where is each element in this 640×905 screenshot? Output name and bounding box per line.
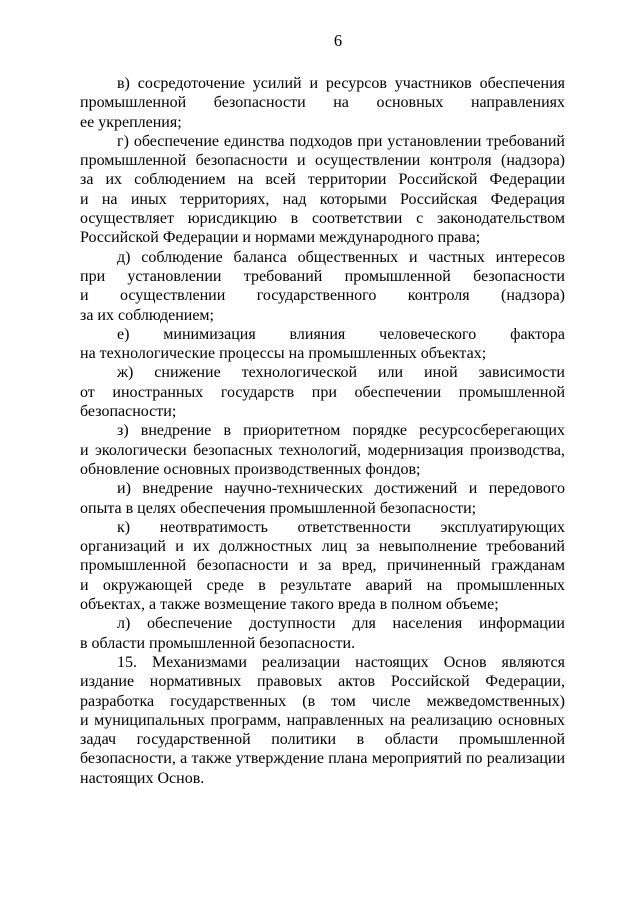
text-line: з) внедрение в приоритетном порядке ресурсосберегающих	[117, 422, 565, 440]
text-line: от иностранных государств при обеспечении промышленной	[80, 383, 565, 401]
text-line: л) обеспечение доступности для населения информации	[117, 615, 565, 633]
text-line: настоящих Основ.	[80, 769, 205, 787]
paragraph-5	[80, 363, 565, 421]
paragraph-2	[80, 132, 565, 248]
text-line: и) внедрение научно-технических достижений и передового	[117, 480, 565, 498]
text-line: за их соблюдением на всей территории Российской Федерации	[80, 171, 565, 189]
paragraph-8	[80, 518, 565, 614]
text-line: е) минимизация влияния человеческого фактора	[117, 325, 565, 343]
text-line: промышленной безопасности и осуществлении контроля (надзора)	[80, 152, 565, 170]
text-line: 15. Механизмами реализации настоящих Основ являются	[117, 653, 565, 671]
text-line: в) сосредоточение усилий и ресурсов участников обеспечения	[117, 75, 565, 92]
text-line: опыта в целях обеспечения промышленной безопасности;	[80, 499, 477, 517]
text-line: ее укрепления;	[80, 113, 182, 131]
paragraph-1	[80, 74, 565, 132]
paragraph-9	[80, 614, 565, 653]
text-line: безопасности;	[80, 403, 177, 421]
text-line: организаций и их должностных лиц за невыполнение требований	[80, 538, 565, 556]
paragraph-4	[80, 325, 565, 364]
text-line: д) соблюдение баланса общественных и частных интересов	[117, 248, 565, 266]
paragraph-3	[80, 248, 565, 325]
text-line: и экологически безопасных технологий, модернизация производства,	[80, 441, 565, 459]
text-line: промышленной безопасности на основных направлениях	[80, 94, 565, 112]
text-line: задач государственной политики в области промышленной	[80, 731, 565, 749]
text-line: разработка государственных (в том числе межведомственных)	[80, 692, 565, 710]
text-line: г) обеспечение единства подходов при установлении требований	[117, 132, 565, 150]
page-number: 6	[333, 31, 343, 50]
text-line: в области промышленной безопасности.	[80, 634, 356, 652]
paragraph-7	[80, 479, 565, 518]
text-line: безопасности, а также утверждение плана мероприятий по реализации	[80, 750, 565, 768]
paragraph-6	[80, 421, 565, 479]
text-line: издание нормативных правовых актов Российской Федерации,	[80, 673, 565, 691]
text-line: ж) снижение технологической или иной зависимости	[117, 364, 565, 382]
text-line: и окружающей среде в результате аварий на промышленных	[80, 576, 565, 594]
text-line: при установлении требований промышленной безопасности	[80, 267, 565, 285]
text-line: к) неотвратимость ответственности эксплуатирующих	[117, 518, 565, 536]
text-line: Российской Федерации и нормами международного права;	[80, 229, 481, 247]
text-line: и на иных территориях, над которыми Российская Федерация	[80, 190, 565, 208]
paragraph-10	[80, 653, 565, 788]
text-line: за их соблюдением;	[80, 306, 214, 324]
text-line: промышленной безопасности и за вред, причиненный гражданам	[80, 557, 565, 575]
text-line: обновление основных производственных фондов;	[80, 460, 421, 478]
text-line: и муниципальных программ, направленных на реализацию основных	[80, 711, 565, 729]
text-line: и осуществлении государственного контроля (надзора)	[80, 287, 565, 305]
text-line: осуществляет юрисдикцию в соответствии с законодательством	[80, 210, 565, 228]
document-body	[80, 74, 565, 788]
text-line: на технологические процессы на промышленных объектах;	[80, 345, 487, 363]
text-line: объектах, а также возмещение такого вреда в полном объеме;	[80, 596, 499, 614]
